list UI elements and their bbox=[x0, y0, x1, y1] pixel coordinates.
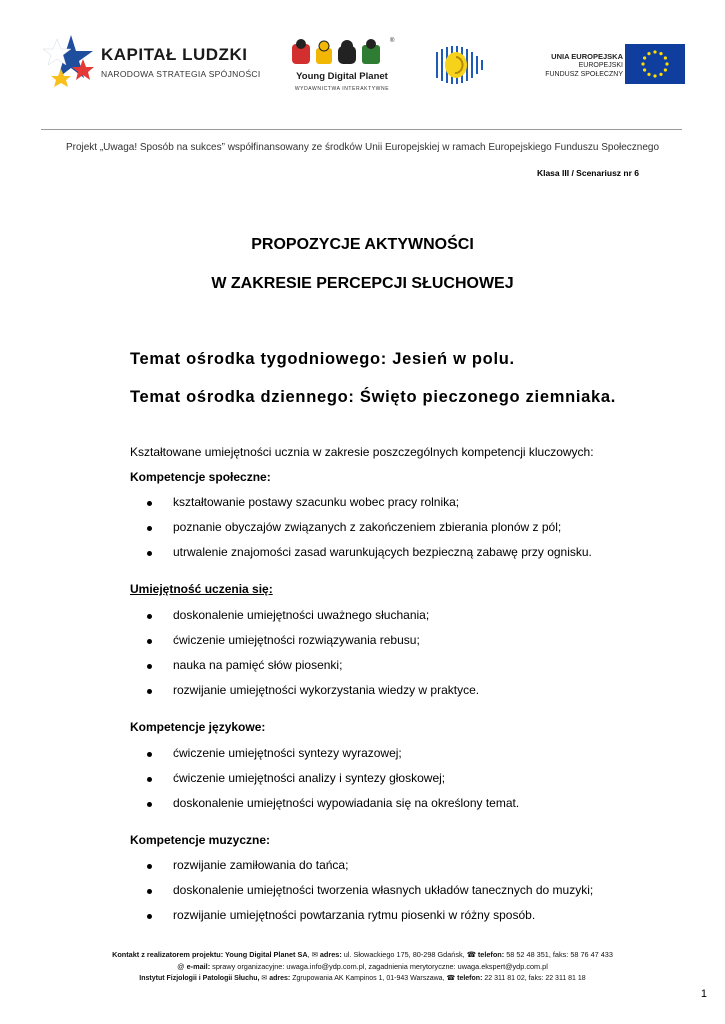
phone-icon: ☎ bbox=[446, 975, 456, 982]
eu-line1: UNIA EUROPEJSKA bbox=[551, 52, 623, 61]
eu-star-icon bbox=[665, 62, 668, 65]
bullet-icon bbox=[147, 914, 152, 919]
eu-star-icon bbox=[643, 56, 646, 59]
section-heading-social: Kompetencje społeczne: bbox=[130, 470, 271, 484]
eu-line2: EUROPEJSKI bbox=[578, 62, 623, 69]
kapital-ludzki-logo bbox=[43, 33, 261, 91]
eu-star-icon bbox=[647, 52, 650, 55]
bullet-icon bbox=[147, 501, 152, 506]
bullet-icon bbox=[147, 752, 152, 757]
ydp-logo-name: Young Digital Planet bbox=[296, 71, 388, 82]
bullet-icon bbox=[147, 802, 152, 807]
bullet-icon bbox=[147, 639, 152, 644]
section-heading-music: Kompetencje muzyczne: bbox=[130, 833, 271, 847]
at-icon: @ bbox=[177, 962, 185, 971]
page-number: 1 bbox=[700, 988, 707, 1000]
eu-line3: FUNDUSZ SPOŁECZNY bbox=[545, 71, 623, 78]
eu-logo bbox=[520, 44, 685, 88]
page-title-line1: PROPOZYCJE AKTYWNOŚCI bbox=[251, 236, 474, 253]
header-divider bbox=[41, 129, 682, 130]
bullet-icon bbox=[147, 889, 152, 894]
kapital-ludzki-subtitle: NARODOWA STRATEGIA SPÓJNOŚCI bbox=[101, 69, 261, 79]
project-funding-line: Projekt „Uwaga! Sposób na sukces” współfinansowany ze środków Unii Europejskiej w ramach Europejskiego Funduszu Społecznego bbox=[65, 142, 660, 153]
eu-flag-icon bbox=[625, 44, 685, 84]
competencies-intro: Kształtowane umiejętności ucznia w zakresie poszczególnych kompetencji kluczowych: bbox=[130, 445, 594, 459]
weekly-topic: Temat ośrodka tygodniowego: Jesień w polu. bbox=[130, 350, 515, 368]
ydp-logo-subtitle: WYDAWNICTWA INTERAKTYWNE bbox=[294, 86, 390, 92]
eu-star-icon bbox=[664, 68, 667, 71]
eu-star-icon bbox=[659, 73, 662, 76]
bullet-icon bbox=[147, 689, 152, 694]
bullet-icon bbox=[147, 551, 152, 556]
section-heading-language: Kompetencje językowe: bbox=[130, 720, 266, 734]
footer-contact-line3: Instytut Fizjologii i Patologii Słuchu, ✉ adres: Zgrupowania AK Kampinos 1, 01-943 Warszawa, ☎ telefon: 22 311 81 02, faks: 22 311 81 18 bbox=[139, 975, 586, 982]
ydp-characters-icon bbox=[282, 38, 402, 70]
young-digital-planet-logo bbox=[282, 38, 402, 96]
ifps-logo bbox=[432, 44, 492, 86]
kapital-ludzki-emblem-icon bbox=[43, 33, 99, 91]
eu-star-icon bbox=[659, 52, 662, 55]
bullet-icon bbox=[147, 614, 152, 619]
eu-logo-text bbox=[545, 52, 623, 79]
bullet-icon bbox=[147, 526, 152, 531]
bullet-icon bbox=[147, 664, 152, 669]
class-scenario-label: Klasa III / Scenariusz nr 6 bbox=[536, 168, 639, 178]
footer-contact-line2: @ e-mail: sprawy organizacyjne: uwaga.info@ydp.com.pl, zagadnienia merytoryczne: uwaga.ekspert@ydp.com.pl bbox=[177, 962, 548, 971]
page-title-line2: W ZAKRESIE PERCEPCJI SŁUCHOWEJ bbox=[211, 275, 514, 292]
eu-star-icon bbox=[653, 74, 656, 77]
eu-star-icon bbox=[653, 50, 656, 53]
eu-star-icon bbox=[664, 56, 667, 59]
footer-contact-line1: Kontakt z realizatorem projektu: Young Digital Planet SA, ✉ adres: ul. Słowackiego 175, 80-298 Gdańsk, ☎ telefon: 58 52 48 351, faks: 58 76 47 433 bbox=[112, 950, 613, 959]
eu-star-icon bbox=[647, 73, 650, 76]
daily-topic: Temat ośrodka dziennego: Święto pieczonego ziemniaka. bbox=[130, 388, 617, 406]
section-heading-learning: Umiejętność uczenia się: bbox=[130, 582, 273, 596]
phone-icon: ☎ bbox=[466, 950, 476, 959]
eu-star-icon bbox=[643, 68, 646, 71]
ear-sound-waves-icon bbox=[432, 44, 492, 86]
bullet-icon bbox=[147, 864, 152, 869]
envelope-icon: ✉ bbox=[261, 975, 268, 982]
bullet-icon bbox=[147, 777, 152, 782]
envelope-icon: ✉ bbox=[311, 950, 318, 959]
ydp-registered-mark: ® bbox=[390, 38, 395, 44]
eu-star-icon bbox=[641, 62, 644, 65]
kapital-ludzki-title: KAPITAŁ LUDZKI bbox=[101, 45, 248, 64]
